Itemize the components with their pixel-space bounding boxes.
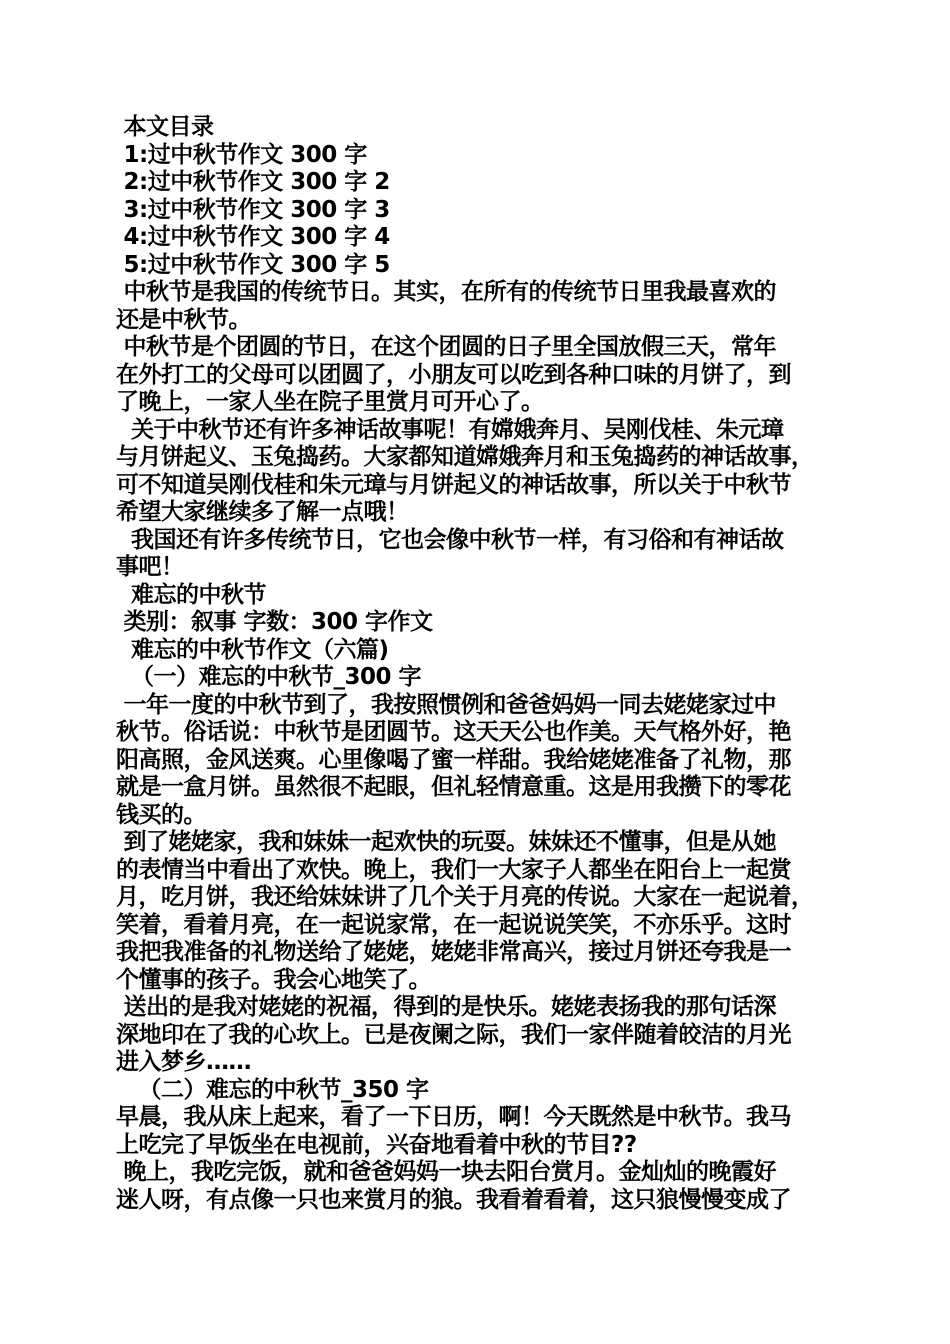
text-line: 上吃完了早饭坐在电视前，兴奋地看着中秋的节目??	[116, 1131, 637, 1158]
text-line: 我国还有许多传统节日，它也会像中秋节一样，有习俗和有神话故	[116, 526, 784, 553]
text-line: 类别：叙事 字数：300 字作文	[116, 609, 433, 635]
document-body	[116, 114, 846, 1214]
text-line: 关于中秋节还有许多神话故事呢！有嫦娥奔月、吴刚伐桂、朱元璋	[116, 416, 784, 443]
text-line: 事吧！	[116, 554, 184, 580]
text-line: 中秋节是我国的传统节日。其实，在所有的传统节日里我最喜欢的	[116, 279, 777, 305]
text-line: 希望大家继续多了解一点哦！	[116, 499, 409, 525]
text-line: 个懂事的孩子。我会心地笑了。	[116, 966, 431, 993]
text-line: 深地印在了我的心坎上。已是夜阑之际，我们一家伴随着皎洁的月光	[116, 1021, 791, 1048]
section-heading: （二）难忘的中秋节_350 字	[116, 1076, 429, 1103]
section-heading: （一）难忘的中秋节_300 字	[116, 664, 422, 690]
text-line: 中秋节是个团圆的节日，在这个团圆的日子里全国放假三天，常年	[116, 334, 777, 360]
text-line: 难忘的中秋节作文（六篇)	[116, 636, 389, 663]
text-line: 月，吃月饼，我还给妹妹讲了几个关于月亮的传说。大家在一起说着，	[116, 884, 814, 910]
text-line: 还是中秋节。	[116, 306, 251, 333]
toc-title: 本文目录	[116, 114, 214, 140]
toc-item: 4:过中秋节作文 300 字 4	[116, 224, 390, 250]
text-line: 早晨，我从床上起来，看了一下日历，啊！今天既然是中秋节。我马	[116, 1104, 791, 1130]
text-line: 可不知道吴刚伐桂和朱元璋与月饼起义的神话故事，所以关于中秋节	[116, 471, 791, 498]
toc-item: 3:过中秋节作文 300 字 3	[116, 196, 390, 223]
text-line: 了晚上，一家人坐在院子里赏月可开心了。	[116, 389, 544, 415]
section-title: 难忘的中秋节	[116, 581, 267, 608]
text-line: 与月饼起义、玉兔捣药。大家都知道嫦娥奔月和玉兔捣药的神话故事，	[116, 444, 814, 470]
text-line: 送出的是我对姥姥的祝福，得到的是快乐。姥姥表扬我的那句话深	[116, 994, 777, 1020]
text-line: 进入梦乡……	[116, 1049, 251, 1075]
text-line: 钱买的。	[116, 801, 206, 828]
text-line: 一年一度的中秋节到了，我按照惯例和爸爸妈妈一同去姥姥家过中	[116, 691, 777, 718]
text-line: 我把我准备的礼物送给了姥姥，姥姥非常高兴，接过月饼还夸我是一	[116, 939, 791, 965]
text-line: 到了姥姥家，我和妹妹一起欢快的玩耍。妹妹还不懂事，但是从她	[116, 829, 777, 855]
text-line: 在外打工的父母可以团圆了，小朋友可以吃到各种口味的月饼了，到	[116, 361, 791, 388]
text-line: 阳高照，金风送爽。心里像喝了蜜一样甜。我给姥姥准备了礼物，那	[116, 746, 791, 773]
text-line: 笑着，看着月亮，在一起说家常，在一起说说笑笑，不亦乐乎。这时	[116, 911, 791, 938]
text-line: 晚上，我吃完饭，就和爸爸妈妈一块去阳台赏月。金灿灿的晚霞好	[116, 1159, 777, 1185]
text-line: 就是一盒月饼。虽然很不起眼，但礼轻情意重。这是用我攒下的零花	[116, 774, 791, 800]
toc-item: 2:过中秋节作文 300 字 2	[116, 169, 390, 195]
toc-item: 5:过中秋节作文 300 字 5	[116, 251, 390, 278]
text-line: 秋节。俗话说：中秋节是团圆节。这天天公也作美。天气格外好，艳	[116, 719, 791, 745]
text-line: 迷人呀，有点像一只也来赏月的狼。我看着看着，这只狼慢慢变成了	[116, 1186, 791, 1213]
text-line: 的表情当中看出了欢快。晚上，我们一大家子人都坐在阳台上一起赏	[116, 856, 791, 883]
toc-item: 1:过中秋节作文 300 字	[116, 141, 367, 168]
